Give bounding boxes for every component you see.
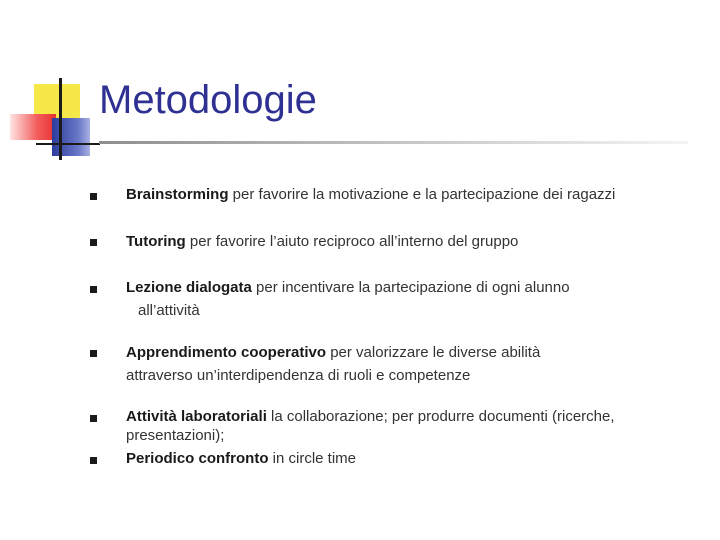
slide-title: Metodologie [99,78,317,122]
bullet-marker [90,239,97,246]
list-item [126,186,615,204]
item-text: la collaborazione; per produrre documenti (ricerche, [266,408,615,425]
list-item-continuation: presentazioni); [126,427,225,444]
item-text: per favorire la motivazione e la partecipazione dei ragazzi [228,186,616,203]
item-bold: Apprendimento cooperativo [126,344,327,361]
bullet-marker [90,457,97,464]
bullet-marker [90,286,97,293]
list-item [126,279,570,297]
list-item [126,233,518,251]
item-bold: Brainstorming [126,186,229,203]
list-item [126,408,615,426]
bullet-marker [90,415,97,422]
list-item-continuation: all’attività [138,302,200,319]
item-text: per favorire l’aiuto reciproco all’interno del gruppo [185,233,519,250]
item-bold: Periodico confronto [126,450,269,467]
item-bold: Attività laboratoriali [126,408,267,425]
item-text: per incentivare la partecipazione di ogni alunno [251,279,570,296]
list-item [126,450,356,468]
item-text: per valorizzare le diverse abilità [326,344,541,361]
bullet-marker [90,350,97,357]
item-text: in circle time [268,450,357,467]
list-item [126,344,540,362]
item-bold: Tutoring [126,233,186,250]
list-item-continuation: attraverso un’interdipendenza di ruoli e competenze [126,367,471,384]
item-bold: Lezione dialogata [126,279,252,296]
bullet-marker [90,193,97,200]
